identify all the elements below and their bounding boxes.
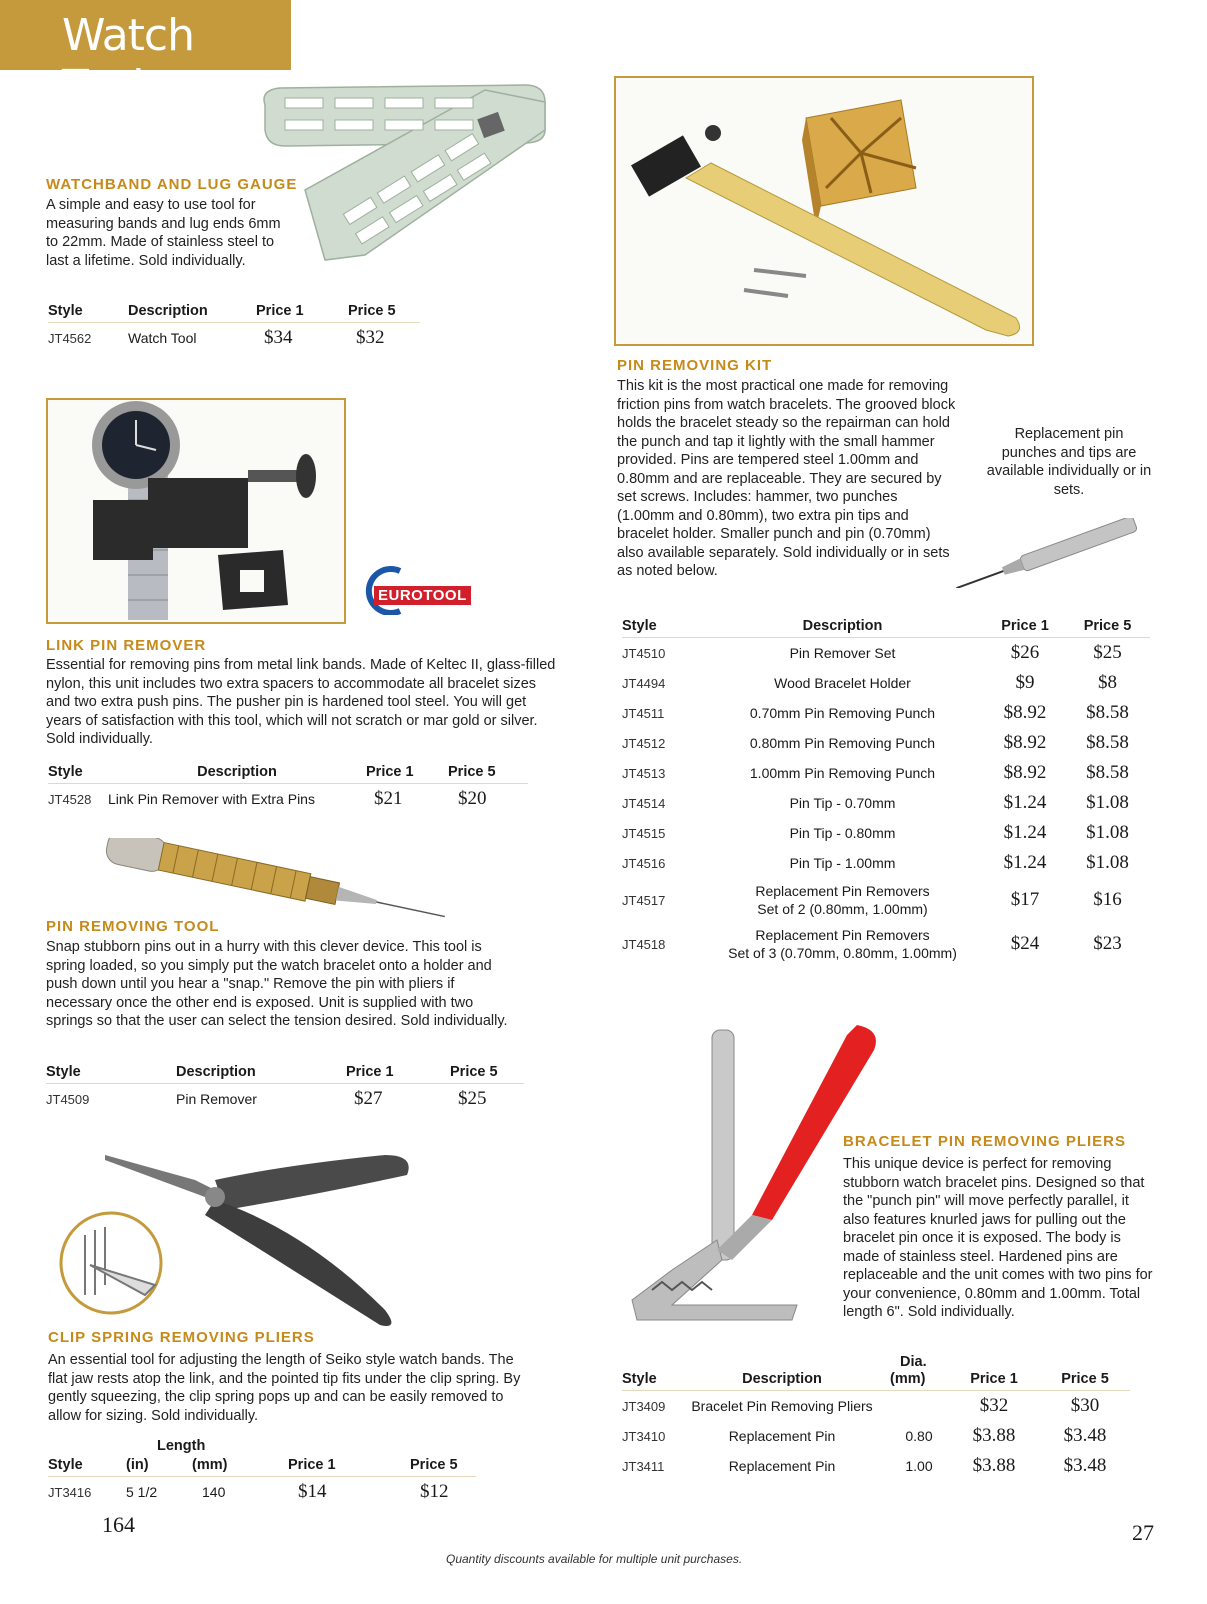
description: Link Pin Remover with Extra Pins	[108, 791, 315, 807]
table-row	[48, 1477, 476, 1508]
pin-tool-table	[46, 1064, 524, 1114]
description: Pin Remover	[176, 1091, 257, 1107]
style-code: JT4517	[622, 892, 666, 908]
col-description: Description	[176, 1064, 346, 1084]
col-length-in: (in)	[126, 1457, 192, 1477]
link-pin-heading: LINK PIN REMOVER	[46, 637, 207, 654]
price-5: $3.48	[1063, 1455, 1107, 1476]
price-5: $1.08	[1086, 792, 1129, 813]
col-price-1: Price 1	[366, 764, 448, 784]
description: Pin Remover Set	[789, 645, 896, 661]
table-row	[48, 784, 528, 815]
price-5: $25	[458, 1088, 487, 1109]
style-code: JT4510	[622, 645, 666, 661]
pin-removing-kit-image	[616, 78, 1032, 344]
style-code: JT4528	[48, 791, 92, 807]
section-title: Watch Tools	[62, 10, 194, 112]
price-1: $8.92	[1003, 702, 1047, 723]
price-5: $3.48	[1063, 1425, 1107, 1446]
price-5: $16	[1093, 889, 1122, 910]
table-row	[622, 818, 1150, 848]
link-pin-photo-frame	[46, 398, 346, 624]
kit-heading: PIN REMOVING KIT	[617, 357, 773, 374]
description-detail: Set of 3 (0.70mm, 0.80mm, 1.00mm)	[728, 945, 957, 961]
price-1: $17	[1010, 889, 1040, 910]
description: Replacement Pin	[728, 1458, 836, 1474]
col-length-mm: (mm)	[192, 1457, 288, 1477]
price-1: $3.88	[972, 1425, 1016, 1446]
pin-tool-description: Snap stubborn pins out in a hurry with this clever device. This tool is spring loaded, so you simply put the watch bracelet onto a holder and push down until you hear a "snap." Remove the pin with pliers if necessary once the other end is exposed. Unit is supplied with two springs so that the user can select the tension desired. Sold individually.	[46, 939, 508, 1029]
style-code: JT4516	[622, 855, 666, 871]
table-row	[622, 638, 1150, 669]
description: 0.80mm Pin Removing Punch	[749, 735, 936, 751]
price-1: $26	[1010, 642, 1040, 663]
price-1: $34	[264, 327, 293, 348]
price-5: $8.58	[1086, 732, 1129, 753]
price-1: $1.24	[1003, 792, 1047, 813]
description: Bracelet Pin Removing Pliers	[691, 1398, 873, 1414]
price-1: $32	[979, 1395, 1009, 1416]
pin-kit-photo-frame	[614, 76, 1034, 346]
price-1: $3.88	[972, 1455, 1016, 1476]
description: Replacement Pin Removers	[755, 883, 930, 899]
table-row	[622, 788, 1150, 818]
col-price-1: Price 1	[346, 1064, 450, 1084]
eurotool-logo	[360, 565, 490, 615]
col-price-1: Price 1	[288, 1457, 410, 1477]
price-5: $25	[1093, 642, 1122, 663]
price-1: $27	[354, 1088, 383, 1109]
dia-group-label: Dia.	[900, 1354, 927, 1370]
section-banner	[0, 0, 291, 112]
table-row	[622, 878, 1150, 922]
style-code: JT3409	[622, 1398, 666, 1414]
col-description: Description	[128, 303, 256, 323]
footer-note: Quantity discounts available for multiple unit purchases.	[446, 1552, 743, 1566]
price-5: $32	[356, 327, 385, 348]
bracelet-heading: BRACELET PIN REMOVING PLIERS	[843, 1133, 1127, 1150]
col-price-5: Price 5	[450, 1064, 524, 1084]
description-detail: Set of 2 (0.80mm, 1.00mm)	[757, 901, 928, 917]
style-code: JT4515	[622, 825, 666, 841]
price-5: $30	[1070, 1395, 1100, 1416]
description: Wood Bracelet Holder	[774, 675, 911, 691]
col-dia-mm: (mm)	[890, 1371, 948, 1391]
link-pin-remover-image	[48, 400, 344, 622]
link-pin-table	[48, 764, 528, 814]
gauge-table	[48, 303, 420, 353]
col-style: Style	[622, 1371, 674, 1391]
col-price-1: Price 1	[256, 303, 348, 323]
clip-heading: CLIP SPRING REMOVING PLIERS	[48, 1329, 315, 1346]
kit-description: This kit is the most practical one made for removing friction pins from watch bracelets. The grooved block holds the bracelet steady so the repairman can hold the punch and tap it lightly with the small hammer provided. Pins are tempered steel 1.00mm and 0.80mm and are replaceable. They are secured by set screws. Includes: hammer, two punches (1.00mm and 0.80mm), two extra pin tips and bracelet holder. Smaller punch and pin (0.70mm) also available separately. Sold individually or in sets as noted below.	[617, 378, 956, 579]
dia-mm	[890, 1391, 948, 1422]
style-code: JT4562	[48, 330, 92, 346]
kit-table	[622, 618, 1150, 966]
price-5: $1.08	[1086, 822, 1129, 843]
clip-spring-pliers-image	[55, 1135, 425, 1335]
price-5: $8.58	[1086, 702, 1129, 723]
table-row	[622, 1451, 1130, 1481]
gauge-heading: WATCHBAND AND LUG GAUGE	[46, 176, 298, 193]
price-1: $14	[298, 1481, 327, 1502]
dia-mm: 1.00	[905, 1458, 933, 1474]
col-price-5: Price 5	[448, 764, 528, 784]
description: Replacement Pin	[728, 1428, 836, 1444]
price-1: $8.92	[1003, 732, 1047, 753]
replacement-punch-image	[940, 518, 1155, 588]
col-style: Style	[46, 1064, 176, 1084]
table-row	[622, 922, 1150, 966]
description: Pin Tip - 0.70mm	[789, 795, 896, 811]
right-page-number: 27	[1132, 1520, 1154, 1545]
price-1: $9	[1015, 672, 1035, 693]
description: 1.00mm Pin Removing Punch	[749, 765, 936, 781]
pin-tool-heading: PIN REMOVING TOOL	[46, 918, 220, 935]
replacement-note: Replacement pin punches and tips are available individually or in sets.	[986, 426, 1152, 498]
price-1: $8.92	[1003, 762, 1047, 783]
style-code: JT4514	[622, 795, 666, 811]
eurotool-wordmark: EUROTOOL	[374, 586, 471, 605]
style-code: JT4512	[622, 735, 666, 751]
description: Pin Tip - 0.80mm	[789, 825, 896, 841]
clip-description: An essential tool for adjusting the length of Seiko style watch bands. The flat jaw rests atop the link, and the pointed tip fits under the clip spring. By gently squeezing, the clip spring pops up and can be easily removed to allow for sizing. Sold individually.	[48, 1352, 521, 1424]
price-5: $23	[1093, 933, 1122, 954]
style-code: JT4511	[622, 705, 665, 721]
table-row	[622, 728, 1150, 758]
style-code: JT3411	[622, 1458, 665, 1474]
style-code: JT4509	[46, 1091, 90, 1107]
table-row	[622, 668, 1150, 698]
price-1: $24	[1010, 933, 1040, 954]
price-1: $21	[374, 788, 403, 809]
col-style: Style	[48, 764, 108, 784]
col-price-5: Price 5	[1065, 618, 1150, 638]
length-group-label: Length	[157, 1438, 206, 1454]
bracelet-table	[622, 1371, 1130, 1481]
table-row	[46, 1084, 524, 1115]
price-5: $20	[458, 788, 487, 809]
table-row	[48, 323, 420, 354]
price-1: $1.24	[1003, 852, 1047, 873]
col-price-5: Price 5	[348, 303, 420, 323]
description: Pin Tip - 1.00mm	[789, 855, 896, 871]
table-row	[622, 848, 1150, 878]
style-code: JT4518	[622, 936, 666, 952]
style-code: JT4513	[622, 765, 666, 781]
price-5: $8.58	[1086, 762, 1129, 783]
style-code: JT3410	[622, 1428, 666, 1444]
table-row	[622, 1421, 1130, 1451]
style-code: JT3416	[48, 1484, 92, 1500]
col-description: Description	[674, 1371, 890, 1391]
description: Watch Tool	[128, 330, 197, 346]
price-5: $12	[420, 1481, 449, 1502]
col-style: Style	[48, 303, 128, 323]
col-style: Style	[48, 1457, 126, 1477]
col-description: Description	[108, 764, 366, 784]
table-row	[622, 1391, 1130, 1422]
dia-mm: 0.80	[905, 1428, 933, 1444]
description: Replacement Pin Removers	[755, 927, 930, 943]
bracelet-description: This unique device is perfect for removing stubborn watch bracelet pins. Designed so that the "punch pin" will move perfectly parallel, it also features knurled jaws for pulling out the bracelet pin once it is exposed. The body is made of stainless steel. Hardened pins are replaceable and the unit comes with two pins for your convenience, 0.80mm and 1.00mm. Total length 6". Sold individually.	[843, 1156, 1153, 1320]
col-price-5: Price 5	[410, 1457, 476, 1477]
length-in: 5 1/2	[126, 1484, 158, 1500]
description: 0.70mm Pin Removing Punch	[749, 705, 936, 721]
price-1: $1.24	[1003, 822, 1047, 843]
col-price-1: Price 1	[985, 618, 1065, 638]
table-row	[622, 698, 1150, 728]
gauge-description: A simple and easy to use tool for measuring bands and lug ends 6mm to 22mm. Made of stainless steel to last a lifetime. Sold individually.	[46, 197, 281, 269]
clip-table	[48, 1457, 476, 1507]
left-page-number: 164	[102, 1512, 135, 1537]
col-price-5: Price 5	[1040, 1371, 1130, 1391]
col-style: Style	[622, 618, 700, 638]
price-5: $1.08	[1086, 852, 1129, 873]
lug-gauge-image	[255, 80, 555, 275]
link-pin-description: Essential for removing pins from metal link bands. Made of Keltec II, glass-filled nylon, this unit includes two extra spacers to accommodate all bracelet sizes and two extra push pins. The pusher pin is hardened tool steel. You will get years of satisfaction with this tool, which will not scratch or mar gold or silver. Sold individually.	[46, 657, 556, 747]
length-mm: 140	[202, 1484, 226, 1500]
price-5: $8	[1098, 672, 1117, 693]
style-code: JT4494	[622, 675, 666, 691]
col-description: Description	[700, 618, 985, 638]
col-price-1: Price 1	[948, 1371, 1040, 1391]
table-row	[622, 758, 1150, 788]
